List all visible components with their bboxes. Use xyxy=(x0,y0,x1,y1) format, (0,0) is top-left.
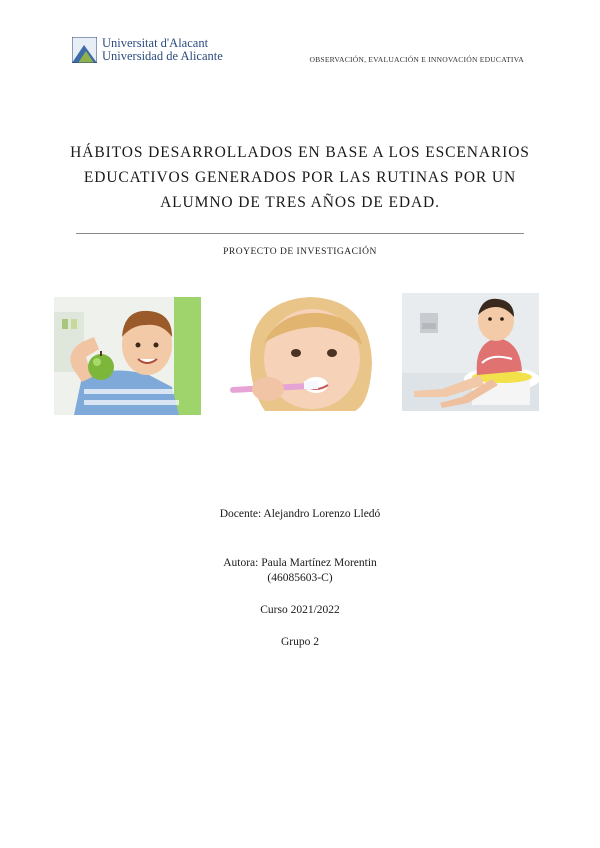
logo-line-valencian: Universitat d'Alacant xyxy=(102,36,209,50)
title-line-2: EDUCATIVOS GENERADOS POR LAS RUTINAS POR UN xyxy=(83,169,517,186)
boy-with-apple-photo xyxy=(54,297,201,415)
academic-year: Curso 2021/2022 xyxy=(260,604,340,616)
group-number: Grupo 2 xyxy=(280,636,319,648)
title-line-3: ALUMNO DE TRES AÑOS DE EDAD. xyxy=(160,194,440,211)
course-header: OBSERVACIÓN, EVALUACIÓN E INNOVACIÓN EDUCATIVA xyxy=(309,55,524,64)
title-line-1: HÁBITOS DESARROLLADOS EN BASE A LOS ESCENARIOS xyxy=(70,144,530,161)
document-subtitle: PROYECTO DE INVESTIGACIÓN xyxy=(223,247,377,257)
university-emblem-icon xyxy=(72,37,97,63)
author-name: Autora: Paula Martínez Morentin xyxy=(223,557,377,569)
author-id: (46085603-C) xyxy=(267,572,333,584)
document-title xyxy=(70,140,530,215)
teacher-name: Docente: Alejandro Lorenzo Lledó xyxy=(219,508,381,520)
girl-brushing-teeth-photo xyxy=(230,293,380,411)
logo-line-spanish: Universidad de Alicante xyxy=(102,49,223,63)
logo-text xyxy=(102,37,223,63)
toddler-on-potty-photo xyxy=(402,293,539,411)
title-divider xyxy=(76,233,524,234)
university-logo xyxy=(72,37,232,65)
